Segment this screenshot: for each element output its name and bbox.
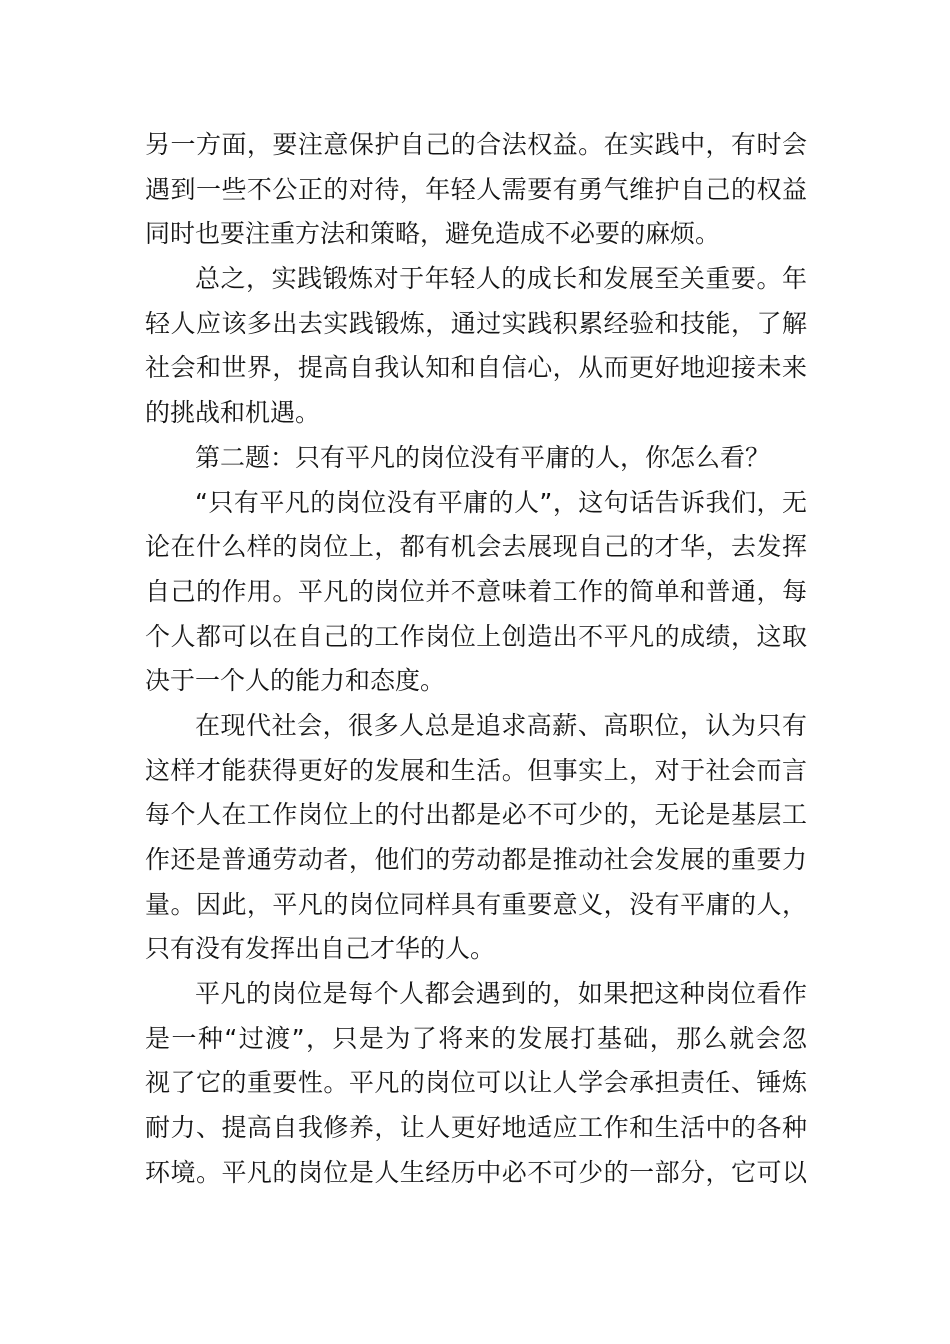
- text-line: 是一种“过渡”，只是为了将来的发展打基础，那么就会忽: [145, 1023, 807, 1053]
- text-line: 论在什么样的岗位上，都有机会去展现自己的才华，去发挥: [145, 532, 807, 562]
- text-line: 环境。平凡的岗位是人生经历中必不可少的一部分，它可以: [145, 1157, 807, 1187]
- text-line: 每个人在工作岗位上的付出都是必不可少的，无论是基层工: [145, 800, 807, 830]
- text-line: 自己的作用。平凡的岗位并不意味着工作的简单和普通，每: [145, 576, 807, 606]
- text-line: 只有没有发挥出自己才华的人。: [145, 934, 496, 964]
- text-line: 的挑战和机遇。: [145, 398, 321, 428]
- text-line: 决于一个人的能力和态度。: [145, 666, 446, 696]
- text-line: “只有平凡的岗位没有平庸的人”，这句话告诉我们，无: [195, 487, 807, 517]
- text-line: 在现代社会，很多人总是追求高薪、高职位，认为只有: [195, 710, 807, 740]
- text-line: 个人都可以在自己的工作岗位上创造出不平凡的成绩，这取: [145, 621, 807, 651]
- text-line: 这样才能获得更好的发展和生活。但事实上，对于社会而言: [145, 755, 807, 785]
- text-line: 耐力、提高自我修养，让人更好地适应工作和生活中的各种: [145, 1113, 807, 1143]
- text-line: 遇到一些不公正的对待，年轻人需要有勇气维护自己的权益: [145, 174, 807, 204]
- text-line: 同时也要注重方法和策略，避免造成不必要的麻烦。: [145, 219, 721, 249]
- text-line: 第二题：只有平凡的岗位没有平庸的人，你怎么看？: [195, 442, 771, 472]
- text-line: 轻人应该多出去实践锻炼，通过实践积累经验和技能，了解: [145, 308, 807, 338]
- text-line: 社会和世界，提高自我认知和自信心，从而更好地迎接未来: [145, 353, 807, 383]
- text-line: 视了它的重要性。平凡的岗位可以让人学会承担责任、锤炼: [145, 1068, 807, 1098]
- text-line: 平凡的岗位是每个人都会遇到的，如果把这种岗位看作: [195, 979, 807, 1009]
- text-line: 另一方面，要注意保护自己的合法权益。在实践中，有时会: [145, 130, 807, 159]
- document-body: [145, 123, 807, 1196]
- text-line: 作还是普通劳动者，他们的劳动都是推动社会发展的重要力: [145, 845, 807, 874]
- text-line: 量。因此，平凡的岗位同样具有重要意义，没有平庸的人，: [145, 889, 807, 919]
- text-line: 总之，实践锻炼对于年轻人的成长和发展至关重要。年: [195, 264, 807, 294]
